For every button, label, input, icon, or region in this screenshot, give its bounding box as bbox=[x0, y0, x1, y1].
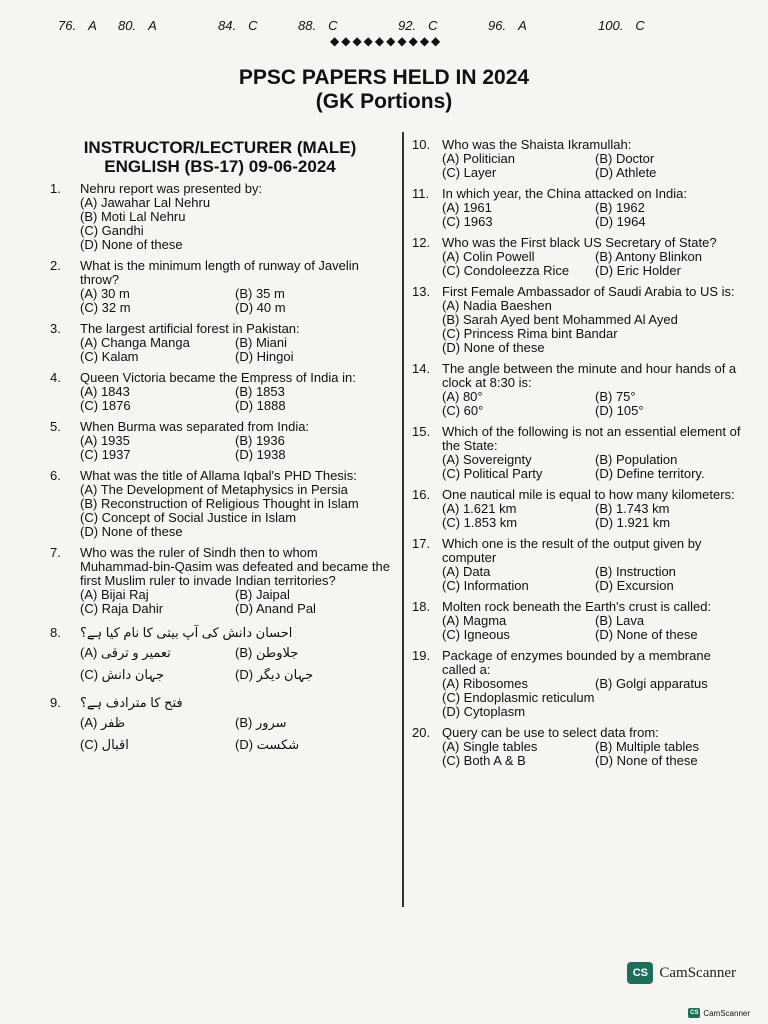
question-options bbox=[442, 390, 748, 418]
answer-option: (A) Bijai Raj bbox=[80, 588, 149, 602]
question-options bbox=[442, 299, 748, 355]
question-number: 16. bbox=[412, 487, 431, 502]
question-text: Who was the First black US Secretary of State? bbox=[442, 235, 717, 250]
question-text: The angle between the minute and hour hands of a clock at 8:30 is: bbox=[442, 361, 737, 390]
answer-option: (A) Magma bbox=[442, 614, 507, 628]
question-options bbox=[80, 483, 390, 539]
question-number: 8. bbox=[50, 625, 61, 640]
answer-option: (A) 1.621 km bbox=[442, 502, 517, 516]
answer-option: (C) 60° bbox=[442, 404, 484, 418]
question-text: Which one is the result of the output given by computer bbox=[442, 536, 702, 565]
question-text: Who was the Shaista Ikramullah: bbox=[442, 137, 632, 152]
answer-key-letter: C bbox=[248, 18, 258, 33]
answer-option: (D) Excursion bbox=[595, 579, 674, 593]
answer-option: (A) Jawahar Lal Nehru bbox=[80, 196, 211, 210]
question-15 bbox=[412, 425, 748, 481]
answer-option: (A) Changa Manga bbox=[80, 336, 190, 350]
answer-option: (B) Antony Blinkon bbox=[595, 250, 702, 264]
answer-option: (C) Condoleezza Rice bbox=[442, 264, 570, 278]
answer-option: (D) Athlete bbox=[595, 166, 657, 180]
answer-option: (B) Sarah Ayed bent Mohammed Al Ayed bbox=[442, 313, 678, 327]
section-heading-line2: ENGLISH (BS-17) 09-06-2024 bbox=[104, 157, 336, 176]
question-text: What was the title of Allama Iqbal's PHD Thesis: bbox=[80, 468, 357, 483]
question-options bbox=[442, 201, 748, 229]
right-column bbox=[412, 138, 748, 775]
camscanner-small-logo-icon: CS bbox=[690, 1010, 699, 1016]
question-text: In which year, the China attacked on India: bbox=[442, 186, 687, 201]
answer-option: (B) Golgi apparatus bbox=[595, 677, 708, 691]
answer-option: (A) Sovereignty bbox=[442, 453, 532, 467]
question-options bbox=[80, 287, 390, 315]
answer-option: (C) Concept of Social Justice in Islam bbox=[80, 511, 297, 525]
answer-key-item bbox=[218, 18, 257, 33]
question-13 bbox=[412, 285, 748, 355]
question-number: 2. bbox=[50, 258, 61, 273]
question-number: 14. bbox=[412, 361, 431, 376]
answer-option: (A) Single tables bbox=[442, 740, 538, 754]
answer-option: (D) None of these bbox=[80, 238, 183, 252]
answer-option: (C) Raja Dahir bbox=[80, 602, 164, 616]
question-text: Molten rock beneath the Earth's crust is called: bbox=[442, 599, 712, 614]
answer-option: (C) 1937 bbox=[80, 448, 131, 462]
answer-option: (B) جلاوطن bbox=[235, 646, 299, 660]
question-number: 17. bbox=[412, 536, 431, 551]
answer-option: (D) 1.921 km bbox=[595, 516, 671, 530]
answer-key-number: 88. bbox=[298, 18, 317, 33]
answer-option: (C) 1876 bbox=[80, 399, 131, 413]
question-options bbox=[80, 646, 390, 682]
question-7 bbox=[50, 546, 390, 616]
question-20 bbox=[412, 726, 748, 768]
answer-option: (D) Eric Holder bbox=[595, 264, 681, 278]
answer-option: (A) Colin Powell bbox=[442, 250, 535, 264]
question-options bbox=[442, 565, 748, 593]
right-question-list bbox=[412, 138, 748, 768]
answer-option: (C) Kalam bbox=[80, 350, 139, 364]
question-options bbox=[80, 588, 390, 616]
question-options bbox=[442, 614, 748, 642]
question-options bbox=[442, 677, 748, 719]
answer-option: (C) 32 m bbox=[80, 301, 131, 315]
question-16 bbox=[412, 488, 748, 530]
answer-option: (C) جہانِ دانش bbox=[80, 668, 165, 682]
question-8 bbox=[50, 626, 390, 682]
answer-key-number: 100. bbox=[598, 18, 624, 33]
section-heading bbox=[50, 138, 390, 176]
answer-option: (C) 1963 bbox=[442, 215, 493, 229]
question-number: 18. bbox=[412, 599, 431, 614]
column-divider bbox=[402, 132, 404, 907]
answer-option: (A) 30 m bbox=[80, 287, 130, 301]
question-11 bbox=[412, 187, 748, 229]
answer-option: (B) Moti Lal Nehru bbox=[80, 210, 186, 224]
question-text: What is the minimum length of runway of Javelin throw? bbox=[80, 258, 359, 287]
answer-option: (D) جہانِ دیگر bbox=[235, 668, 314, 682]
answer-option: (C) Igneous bbox=[442, 628, 510, 642]
question-14 bbox=[412, 362, 748, 418]
answer-option: (D) None of these bbox=[595, 628, 698, 642]
answer-key-item bbox=[58, 18, 97, 33]
question-6 bbox=[50, 469, 390, 539]
answer-option: (B) 1.743 km bbox=[595, 502, 670, 516]
answer-option: (C) Gandhi bbox=[80, 224, 144, 238]
question-number: 7. bbox=[50, 545, 61, 560]
question-options bbox=[442, 453, 748, 481]
camscanner-name: CamScanner bbox=[659, 964, 736, 981]
answer-key-item bbox=[118, 18, 157, 33]
question-text: Package of enzymes bounded by a membrane called a: bbox=[442, 648, 711, 677]
answer-option: (A) Ribosomes bbox=[442, 677, 528, 691]
question-number: 4. bbox=[50, 370, 61, 385]
left-column bbox=[50, 138, 390, 759]
answer-option: (D) 105° bbox=[595, 404, 644, 418]
question-options bbox=[80, 196, 390, 252]
answer-option: (A) Data bbox=[442, 565, 491, 579]
question-number: 12. bbox=[412, 235, 431, 250]
question-options bbox=[80, 385, 390, 413]
question-2 bbox=[50, 259, 390, 315]
answer-option: (B) 35 m bbox=[235, 287, 285, 301]
question-text: Nehru report was presented by: bbox=[80, 181, 263, 196]
answer-option: (A) Nadia Baeshen bbox=[442, 299, 552, 313]
answer-key-item bbox=[398, 18, 437, 33]
answer-key-number: 76. bbox=[58, 18, 77, 33]
question-12 bbox=[412, 236, 748, 278]
question-number: 1. bbox=[50, 181, 61, 196]
question-number: 6. bbox=[50, 468, 61, 483]
question-number: 13. bbox=[412, 284, 431, 299]
answer-key-letter: C bbox=[328, 18, 338, 33]
answer-option: (B) Doctor bbox=[595, 152, 655, 166]
question-number: 5. bbox=[50, 419, 61, 434]
answer-option: (A) Politician bbox=[442, 152, 515, 166]
answer-option: (C) اقبال bbox=[80, 738, 129, 752]
answer-key-number: 96. bbox=[488, 18, 507, 33]
question-text: The largest artificial forest in Pakistan: bbox=[80, 321, 300, 336]
question-9 bbox=[50, 696, 390, 752]
camscanner-logo-icon: CS bbox=[627, 962, 653, 984]
answer-key-number: 92. bbox=[398, 18, 417, 33]
answer-option: (B) Jaipal bbox=[235, 588, 290, 602]
answer-key-letter: C bbox=[428, 18, 438, 33]
left-question-list bbox=[50, 182, 390, 616]
answer-option: (D) None of these bbox=[80, 525, 183, 539]
answer-option: (D) 1964 bbox=[595, 215, 646, 229]
answer-option: (A) ظفر bbox=[80, 716, 126, 730]
question-text: Who was the ruler of Sindh then to whom Muhammad-bin-Qasim was defeated and became the first Muslim ruler to invade Indian territories? bbox=[80, 545, 390, 588]
answer-option: (A) 80° bbox=[442, 390, 483, 404]
answer-option: (D) Cytoplasm bbox=[442, 705, 526, 719]
answer-option: (D) Define territory. bbox=[595, 467, 705, 481]
answer-key-item bbox=[298, 18, 337, 33]
answer-option: (C) Layer bbox=[442, 166, 497, 180]
answer-key-item bbox=[488, 18, 527, 33]
question-options bbox=[80, 434, 390, 462]
answer-option: (B) Lava bbox=[595, 614, 645, 628]
question-number: 3. bbox=[50, 321, 61, 336]
answer-option: (B) Miani bbox=[235, 336, 288, 350]
section-heading-line1: INSTRUCTOR/LECTURER (MALE) bbox=[83, 138, 357, 157]
question-number: 15. bbox=[412, 424, 431, 439]
answer-option: (B) Population bbox=[595, 453, 678, 467]
answer-option: (A) The Development of Metaphysics in Persia bbox=[80, 483, 348, 497]
answer-option: (D) None of these bbox=[595, 754, 698, 768]
answer-option: (A) 1843 bbox=[80, 385, 130, 399]
question-options bbox=[80, 716, 390, 752]
question-options bbox=[442, 740, 748, 768]
answer-key-number: 84. bbox=[218, 18, 237, 33]
question-text: Which of the following is not an essential element of the State: bbox=[442, 424, 741, 453]
question-options bbox=[80, 336, 390, 364]
question-18 bbox=[412, 600, 748, 642]
answer-option: (C) Princess Rima bint Bandar bbox=[442, 327, 618, 341]
camscanner-small-name: CamScanner bbox=[703, 1008, 750, 1018]
answer-option: (B) 1936 bbox=[235, 434, 285, 448]
question-4 bbox=[50, 371, 390, 413]
answer-option: (C) 1.853 km bbox=[442, 516, 518, 530]
answer-option: (C) Both A & B bbox=[442, 754, 526, 768]
answer-option: (B) 1962 bbox=[595, 201, 645, 215]
answer-option: (D) Hingoi bbox=[235, 350, 294, 364]
question-text: Queen Victoria became the Empress of India in: bbox=[80, 370, 356, 385]
page-title: PPSC PAPERS HELD IN 2024 bbox=[238, 66, 530, 89]
question-5 bbox=[50, 420, 390, 462]
question-text: First Female Ambassador of Saudi Arabia to US is: bbox=[442, 284, 735, 299]
question-10 bbox=[412, 138, 748, 180]
answer-key-letter: A bbox=[148, 18, 157, 33]
answer-key-letter: A bbox=[518, 18, 527, 33]
question-number: 20. bbox=[412, 725, 431, 740]
camscanner-watermark bbox=[627, 962, 736, 984]
question-options bbox=[442, 502, 748, 530]
answer-key-letter: A bbox=[88, 18, 97, 33]
answer-option: (A) 1935 bbox=[80, 434, 130, 448]
question-number: 10. bbox=[412, 137, 431, 152]
question-text: When Burma was separated from India: bbox=[80, 419, 310, 434]
answer-key-item bbox=[598, 18, 645, 33]
answer-option: (D) 40 m bbox=[235, 301, 286, 315]
diamond-separator: ◆◆◆◆◆◆◆◆◆◆ bbox=[330, 34, 443, 48]
question-1 bbox=[50, 182, 390, 252]
answer-option: (C) Endoplasmic reticulum bbox=[442, 691, 595, 705]
answer-option: (B) Multiple tables bbox=[595, 740, 700, 754]
answer-key-number: 80. bbox=[118, 18, 137, 33]
answer-option: (A) تعمیر و ترقی bbox=[80, 646, 171, 660]
question-number: 19. bbox=[412, 648, 431, 663]
answer-option: (B) 75° bbox=[595, 390, 636, 404]
answer-option: (D) 1938 bbox=[235, 448, 286, 462]
question-19 bbox=[412, 649, 748, 719]
answer-option: (D) Anand Pal bbox=[235, 602, 316, 616]
question-17 bbox=[412, 537, 748, 593]
question-text: Query can be use to select data from: bbox=[442, 725, 659, 740]
answer-option: (A) 1961 bbox=[442, 201, 492, 215]
question-number: 9. bbox=[50, 695, 61, 710]
question-text: احسان دانش کی آپ بیتی کا نام کیا ہے؟ bbox=[80, 625, 293, 640]
answer-option: (B) سرور bbox=[235, 716, 287, 730]
answer-option: (B) Reconstruction of Religious Thought in Islam bbox=[80, 497, 359, 511]
question-number: 11. bbox=[412, 186, 430, 201]
answer-option: (C) Information bbox=[442, 579, 529, 593]
answer-key-letter: C bbox=[635, 18, 645, 33]
answer-option: (D) شکست bbox=[235, 738, 300, 752]
question-options bbox=[442, 152, 748, 180]
answer-option: (C) Political Party bbox=[442, 467, 543, 481]
answer-option: (D) None of these bbox=[442, 341, 545, 355]
question-text: فتح کا مترادف ہے؟ bbox=[80, 695, 183, 710]
page-subtitle: (GK Portions) bbox=[315, 90, 453, 113]
question-options bbox=[442, 250, 748, 278]
answer-option: (B) 1853 bbox=[235, 385, 285, 399]
answer-option: (B) Instruction bbox=[595, 565, 676, 579]
question-text: One nautical mile is equal to how many kilometers: bbox=[442, 487, 735, 502]
question-3 bbox=[50, 322, 390, 364]
camscanner-small-watermark bbox=[688, 1008, 750, 1018]
answer-option: (D) 1888 bbox=[235, 399, 286, 413]
